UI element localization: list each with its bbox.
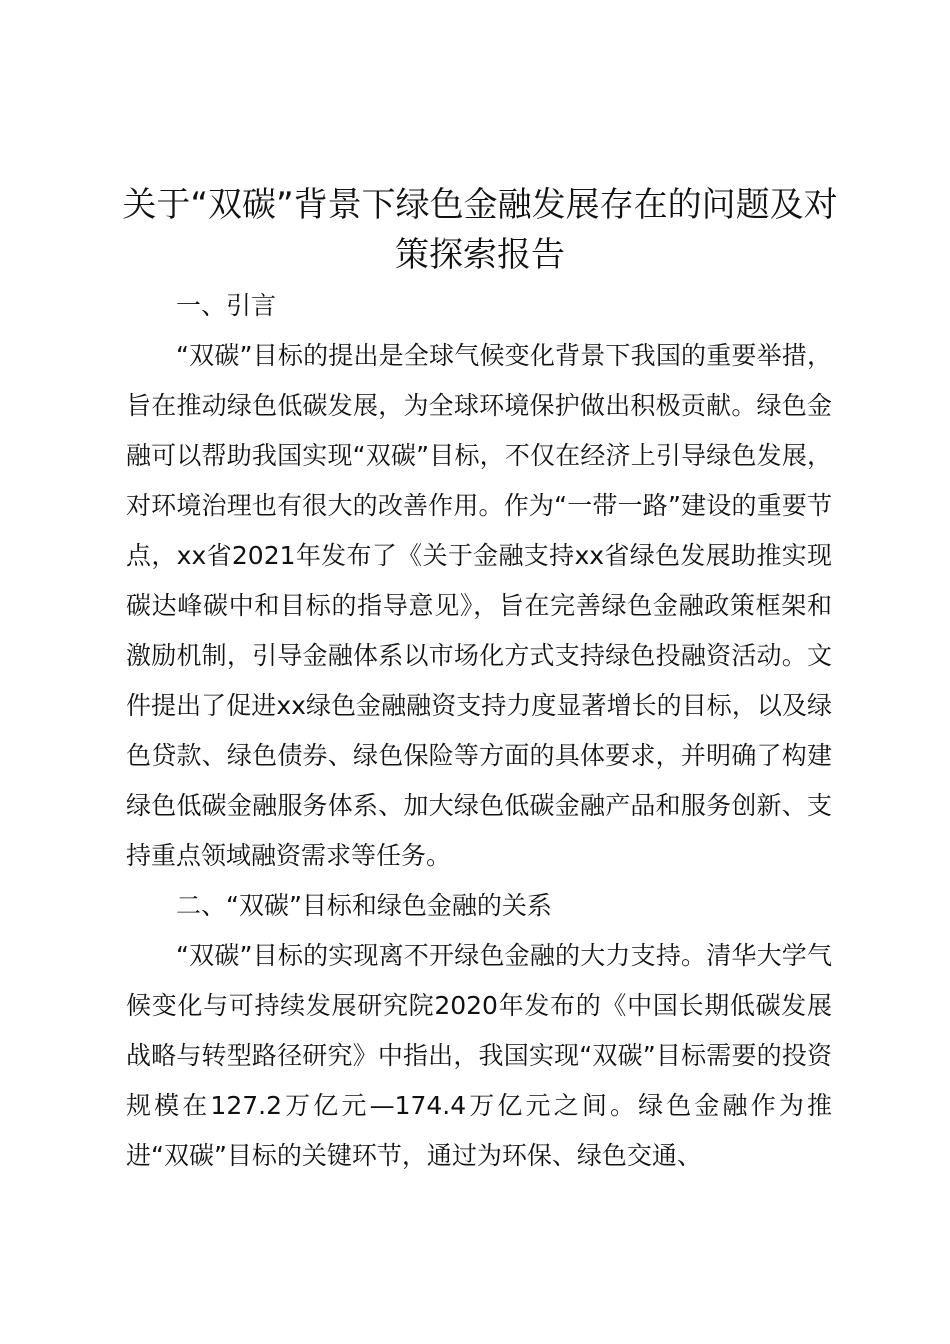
document-title: 关于“双碳”背景下绿色金融发展存在的问题及对策探索报告 (122, 185, 838, 275)
paragraph-relationship: “双碳”目标的实现离不开绿色金融的大力支持。清华大学气候变化与可持续发展研究院2020年发布的《中国长期低碳发展战略与转型路径研究》中指出，我国实现“双碳”目标需要的投资规模在127.2万亿元—174.4万亿元之间。绿色金融作为推进“双碳”目标的关键环节，通过为环保、绿色交通、 (126, 941, 832, 1170)
document-body (126, 281, 832, 1181)
paragraph-intro: “双碳”目标的提出是全球气候变化背景下我国的重要举措，旨在推动绿色低碳发展，为全球环境保护做出积极贡献。绿色金融可以帮助我国实现“双碳”目标，不仅在经济上引导绿色发展，对环境治理也有很大的改善作用。作为“一带一路”建设的重要节点，xx省2021年发布了《关于金融支持xx省绿色发展助推实现碳达峰碳中和目标的指导意见》，旨在完善绿色金融政策框架和激励机制，引导金融体系以市场化方式支持绿色投融资活动。文件提出了促进xx绿色金融融资支持力度显著增长的目标，以及绿色贷款、绿色债券、绿色保险等方面的具体要求，并明确了构建绿色低碳金融服务体系、加大绿色低碳金融产品和服务创新、支持重点领域融资需求等任务。 (126, 341, 832, 870)
section-heading-intro: 一、引言 (176, 291, 277, 320)
section-heading-relationship: 二、“双碳”目标和绿色金融的关系 (176, 891, 552, 920)
